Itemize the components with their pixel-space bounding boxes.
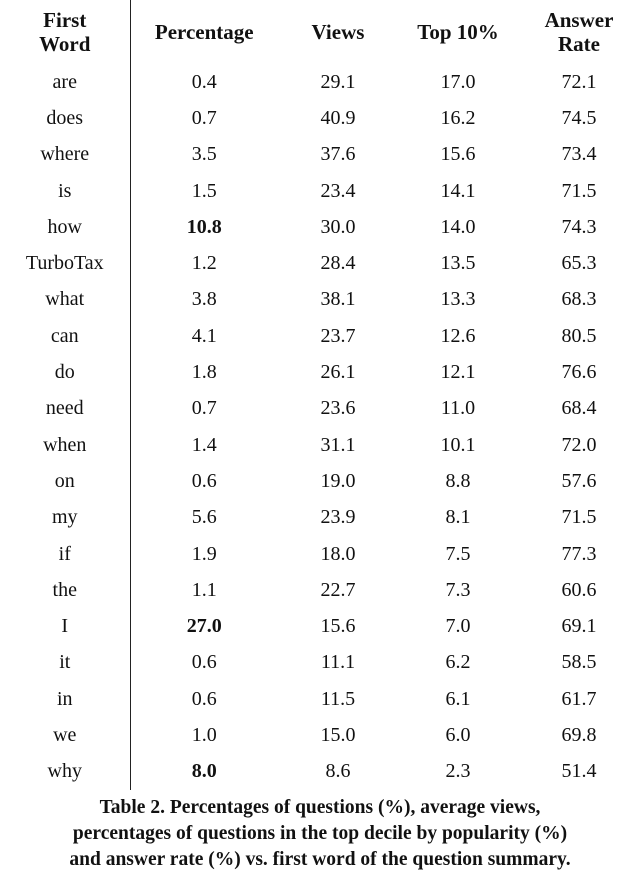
first-word-cell: need [0,391,130,427]
percentage-cell: 4.1 [191,324,217,347]
header-row [0,0,640,64]
top-10-cell: 6.2 [445,651,471,674]
table-row [0,536,640,572]
answer-rate-cell: 73.4 [561,143,597,166]
percentage-cell: 0.4 [191,70,217,93]
first-word-cell: how [0,209,130,245]
top-10-cell: 6.1 [445,687,471,710]
header-line: Views [311,20,365,44]
views-cell: 23.4 [320,179,356,202]
top-10-cell: 2.3 [445,760,471,783]
percentage-cell: 0.6 [191,651,217,674]
answer-rate-cell: 72.1 [561,70,597,93]
table-row [0,427,640,463]
header-line: Answer [544,8,614,32]
views-cell: 37.6 [320,143,356,166]
views-cell: 28.4 [320,252,356,275]
first-word-cell: TurboTax [0,245,130,281]
top-10-cell: 14.0 [440,215,476,238]
answer-rate-cell: 69.1 [561,615,597,638]
table-row [0,354,640,390]
views-cell: 23.6 [320,397,356,420]
views-cell: 15.0 [320,723,356,746]
table-row [0,391,640,427]
answer-rate-cell: 80.5 [561,324,597,347]
views-cell: 31.1 [320,433,356,456]
views-cell: 11.5 [320,687,356,710]
table-row [0,173,640,209]
views-cell: 19.0 [320,469,356,492]
top-10-cell: 8.1 [445,506,471,529]
views-cell: 22.7 [320,578,356,601]
views-cell: 29.1 [320,70,356,93]
answer-rate-cell: 65.3 [561,252,597,275]
percentage-cell: 1.9 [191,542,217,565]
table-row [0,245,640,281]
answer-rate-cell: 71.5 [561,506,597,529]
views-cell: 15.6 [320,615,356,638]
header-line: Top 10% [417,20,499,44]
percentage-cell: 0.6 [191,687,217,710]
answer-rate-cell: 72.0 [561,433,597,456]
answer-rate-cell: 74.3 [561,215,597,238]
top-10-header [398,0,518,64]
answer-rate-header [518,0,640,64]
first-word-header [0,0,130,64]
first-word-cell: are [0,64,130,100]
table-row [0,318,640,354]
first-word-cell: in [0,681,130,717]
answer-rate-cell: 68.3 [561,288,597,311]
table-row [0,137,640,173]
top-10-cell: 11.0 [440,397,476,420]
first-word-cell: we [0,717,130,753]
views-cell: 18.0 [320,542,356,565]
top-10-cell: 7.3 [445,578,471,601]
table-row [0,100,640,136]
percentage-cell: 27.0 [186,615,222,638]
header-line: Word [39,32,91,56]
percentage-cell: 1.0 [191,723,217,746]
views-cell: 11.1 [320,651,356,674]
table-row [0,64,640,100]
top-10-cell: 14.1 [440,179,476,202]
percentage-cell: 0.7 [191,397,217,420]
first-word-cell: do [0,354,130,390]
answer-rate-cell: 51.4 [561,760,597,783]
first-word-cell: the [0,572,130,608]
percentage-cell: 0.6 [191,469,217,492]
percentage-cell: 1.5 [191,179,217,202]
first-word-cell: what [0,282,130,318]
top-10-cell: 12.1 [440,361,476,384]
caption-line: Table 2. Percentages of questions (%), average views, [99,797,541,818]
first-word-cell: if [0,536,130,572]
caption-line: and answer rate (%) vs. first word of the question summary. [69,849,571,870]
percentage-cell: 3.5 [191,143,217,166]
views-cell: 38.1 [320,288,356,311]
top-10-cell: 17.0 [440,70,476,93]
views-cell: 40.9 [320,106,356,129]
table-body [0,64,640,790]
first-word-cell: when [0,427,130,463]
table-header [0,0,640,64]
caption-line: percentages of questions in the top decile by popularity (%) [72,823,568,844]
answer-rate-cell: 76.6 [561,361,597,384]
views-cell: 26.1 [320,361,356,384]
first-word-cell: can [0,318,130,354]
first-word-cell: does [0,100,130,136]
answer-rate-cell: 58.5 [561,651,597,674]
header-line: Rate [558,32,600,56]
views-cell: 8.6 [325,760,351,783]
header-line: First [43,8,87,32]
table-row [0,645,640,681]
answer-rate-cell: 68.4 [561,397,597,420]
percentage-cell: 3.8 [191,288,217,311]
first-word-cell: on [0,463,130,499]
percentage-cell: 1.4 [191,433,217,456]
percentage-cell: 1.8 [191,361,217,384]
top-10-cell: 10.1 [440,433,476,456]
table-row [0,209,640,245]
first-word-cell: where [0,137,130,173]
table-row [0,463,640,499]
table-row [0,717,640,753]
percentage-cell: 1.2 [191,252,217,275]
first-word-cell: is [0,173,130,209]
table-row [0,754,640,790]
top-10-cell: 7.0 [445,615,471,638]
percentage-cell: 10.8 [186,215,222,238]
percentage-cell: 1.1 [191,578,217,601]
answer-rate-cell: 69.8 [561,723,597,746]
top-10-cell: 6.0 [445,723,471,746]
top-10-cell: 15.6 [440,143,476,166]
table-row [0,282,640,318]
percentage-cell: 8.0 [191,760,217,783]
top-10-cell: 7.5 [445,542,471,565]
percentage-cell: 0.7 [191,106,217,129]
top-10-cell: 13.3 [440,288,476,311]
percentage-header [130,0,278,64]
answer-rate-cell: 74.5 [561,106,597,129]
answer-rate-cell: 77.3 [561,542,597,565]
table-row [0,681,640,717]
first-word-cell: I [0,608,130,644]
views-cell: 30.0 [320,215,356,238]
first-word-cell: my [0,500,130,536]
top-10-cell: 8.8 [445,469,471,492]
first-word-cell: why [0,754,130,790]
answer-rate-cell: 60.6 [561,578,597,601]
percentage-cell: 5.6 [191,506,217,529]
answer-rate-cell: 57.6 [561,469,597,492]
table-row [0,500,640,536]
views-cell: 23.9 [320,506,356,529]
table-row [0,572,640,608]
top-10-cell: 12.6 [440,324,476,347]
table-row [0,608,640,644]
top-10-cell: 16.2 [440,106,476,129]
first-word-cell: it [0,645,130,681]
answer-rate-cell: 71.5 [561,179,597,202]
table-caption [0,795,640,873]
header-line: Percentage [154,20,254,44]
views-cell: 23.7 [320,324,356,347]
top-10-cell: 13.5 [440,252,476,275]
views-header [278,0,398,64]
answer-rate-cell: 61.7 [561,687,597,710]
